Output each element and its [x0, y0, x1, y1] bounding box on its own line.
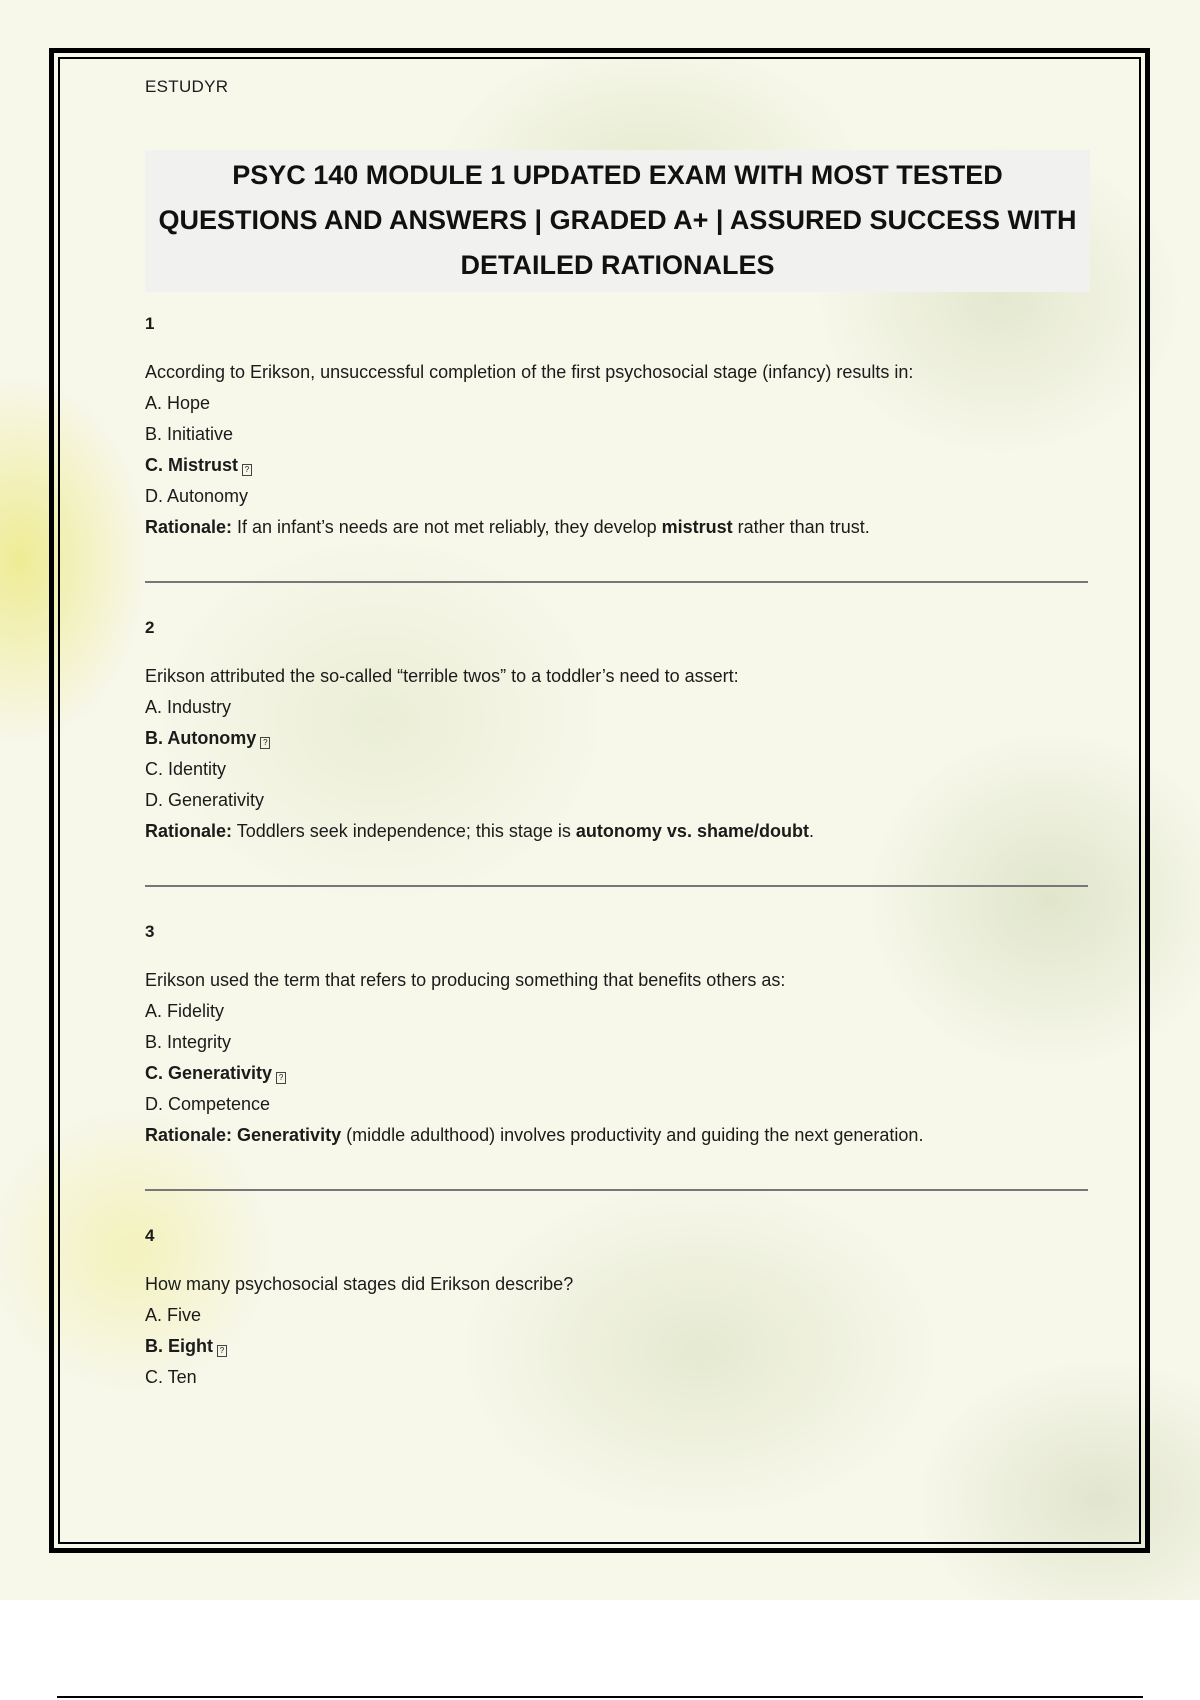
check-mark-icon: ?: [217, 1345, 227, 1357]
check-mark-icon: ?: [276, 1072, 286, 1084]
rationale: Rationale: Generativity (middle adulthood) involves productivity and guiding the next generation.: [145, 1125, 924, 1145]
option-a: A. Hope: [145, 393, 211, 413]
option-c-correct: C. Generativity ?: [145, 1061, 1090, 1085]
option-b-correct: B. Eight ?: [145, 1334, 1090, 1358]
question-text: How many psychosocial stages did Erikson describe?: [145, 1274, 574, 1294]
question-number: 3: [145, 922, 155, 941]
option-d: D. Generativity: [145, 790, 265, 810]
question-number: 1: [145, 314, 155, 333]
question-2: [145, 616, 1090, 887]
rationale-label: Rationale:: [145, 821, 233, 841]
check-mark-icon: ?: [260, 737, 270, 749]
option-c: C. Identity: [145, 759, 227, 779]
section-divider: [145, 885, 1088, 887]
question-text: Erikson used the term that refers to producing something that benefits others as:: [145, 970, 786, 990]
question-number: 4: [145, 1226, 155, 1245]
option-b: B. Integrity: [145, 1032, 232, 1052]
rationale-label: Rationale:: [145, 1125, 233, 1145]
option-a: A. Five: [145, 1305, 202, 1325]
rationale: Rationale: If an infant’s needs are not met reliably, they develop mistrust rather than trust.: [145, 517, 870, 537]
option-c-correct: C. Mistrust ?: [145, 453, 1090, 477]
option-b-correct: B. Autonomy ?: [145, 726, 1090, 750]
footer-rule: [57, 1696, 1143, 1698]
question-number: 2: [145, 618, 155, 637]
document-title: PSYC 140 MODULE 1 UPDATED EXAM WITH MOST TESTED QUESTIONS AND ANSWERS | GRADED A+ | ASSURED SUCCESS WITH DETAILED RATIONALES: [158, 160, 1077, 280]
question-text: According to Erikson, unsuccessful completion of the first psychosocial stage (infancy) results in:: [145, 362, 914, 382]
brand-label: ESTUDYR: [145, 77, 229, 96]
check-mark-icon: ?: [242, 464, 252, 476]
section-divider: [145, 581, 1088, 583]
option-d: D. Competence: [145, 1094, 271, 1114]
title-box: [145, 150, 1090, 292]
document-body: [145, 72, 1090, 1389]
question-text: Erikson attributed the so-called “terrible twos” to a toddler’s need to assert:: [145, 666, 739, 686]
option-d: D. Autonomy: [145, 486, 249, 506]
question-1: [145, 312, 1090, 583]
option-a: A. Fidelity: [145, 1001, 225, 1021]
rationale: Rationale: Toddlers seek independence; this stage is autonomy vs. shame/doubt.: [145, 821, 814, 841]
option-a: A. Industry: [145, 697, 232, 717]
rationale-label: Rationale:: [145, 517, 233, 537]
question-4: [145, 1224, 1090, 1389]
question-3: [145, 920, 1090, 1191]
option-c: C. Ten: [145, 1367, 197, 1387]
option-b: B. Initiative: [145, 424, 234, 444]
section-divider: [145, 1189, 1088, 1191]
